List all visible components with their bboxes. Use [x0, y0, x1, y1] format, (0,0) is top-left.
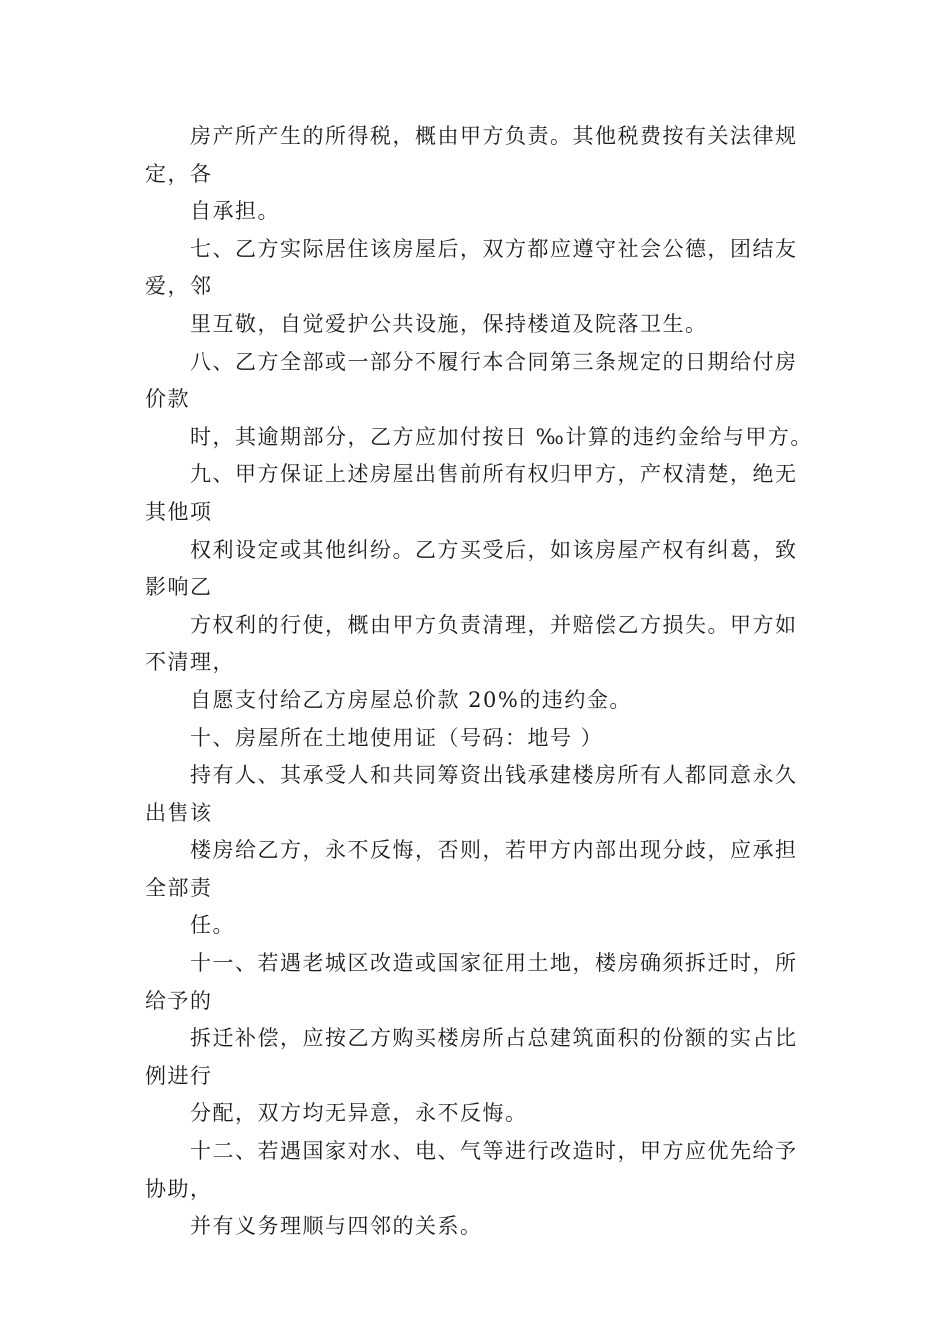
document-line: 给予的 [145, 988, 213, 1013]
document-line: 定，各 [145, 161, 213, 186]
document-line: 九、甲方保证上述房屋出售前所有权归甲方，产权清楚，绝无 [190, 462, 798, 487]
document-line: 方权利的行使，概由甲方负责清理，并赔偿乙方损失。甲方如 [190, 612, 798, 637]
document-line: 房产所产生的所得税，概由甲方负责。其他税费按有关法律规 [190, 124, 798, 148]
document-line: 其他项 [145, 499, 213, 524]
document-line: 价款 [145, 387, 190, 412]
document-line: 例进行 [145, 1063, 213, 1088]
document-line: 任。 [190, 913, 235, 938]
document-line: 出售该 [145, 800, 213, 825]
document-line: 八、乙方全部或一部分不履行本合同第三条规定的日期给付房 [190, 349, 798, 374]
document-line: 十二、若遇国家对水、电、气等进行改造时，甲方应优先给予 [190, 1139, 798, 1164]
document-line: 十一、若遇老城区改造或国家征用土地，楼房确须拆迁时，所 [190, 951, 798, 976]
document-line: 持有人、其承受人和共同筹资出钱承建楼房所有人都同意永久 [190, 763, 798, 788]
document-line: 十、房屋所在土地使用证（号码：地号 ） [190, 725, 604, 750]
document-line: 自承担。 [190, 199, 280, 224]
document-line: 影响乙 [145, 575, 213, 600]
document-line: 权利设定或其他纠纷。乙方买受后，如该房屋产权有纠葛，致 [190, 537, 798, 562]
document-line: 时，其逾期部分，乙方应加付按日 ‰计算的违约金给与甲方。 [190, 424, 813, 449]
document-line: 并有义务理顺与四邻的关系。 [190, 1214, 483, 1239]
document-line: 不清理， [145, 650, 235, 675]
document-line: 分配，双方均无异意，永不反悔。 [190, 1101, 528, 1126]
document-line: 里互敬，自觉爱护公共设施，保持楼道及院落卫生。 [190, 311, 708, 336]
document-line: 爱，邻 [145, 274, 213, 299]
document-line: 拆迁补偿，应按乙方购买楼房所占总建筑面积的份额的实占比 [190, 1026, 798, 1051]
document-line: 全部责 [145, 875, 213, 900]
document-line: 七、乙方实际居住该房屋后，双方都应遵守社会公德，团结友 [190, 236, 798, 261]
document-line: 楼房给乙方，永不反悔，否则，若甲方内部出现分歧，应承担 [190, 838, 798, 863]
document-body [145, 118, 815, 1246]
document-line: 自愿支付给乙方房屋总价款 20%的违约金。 [190, 687, 632, 712]
document-line: 协助， [145, 1176, 213, 1201]
